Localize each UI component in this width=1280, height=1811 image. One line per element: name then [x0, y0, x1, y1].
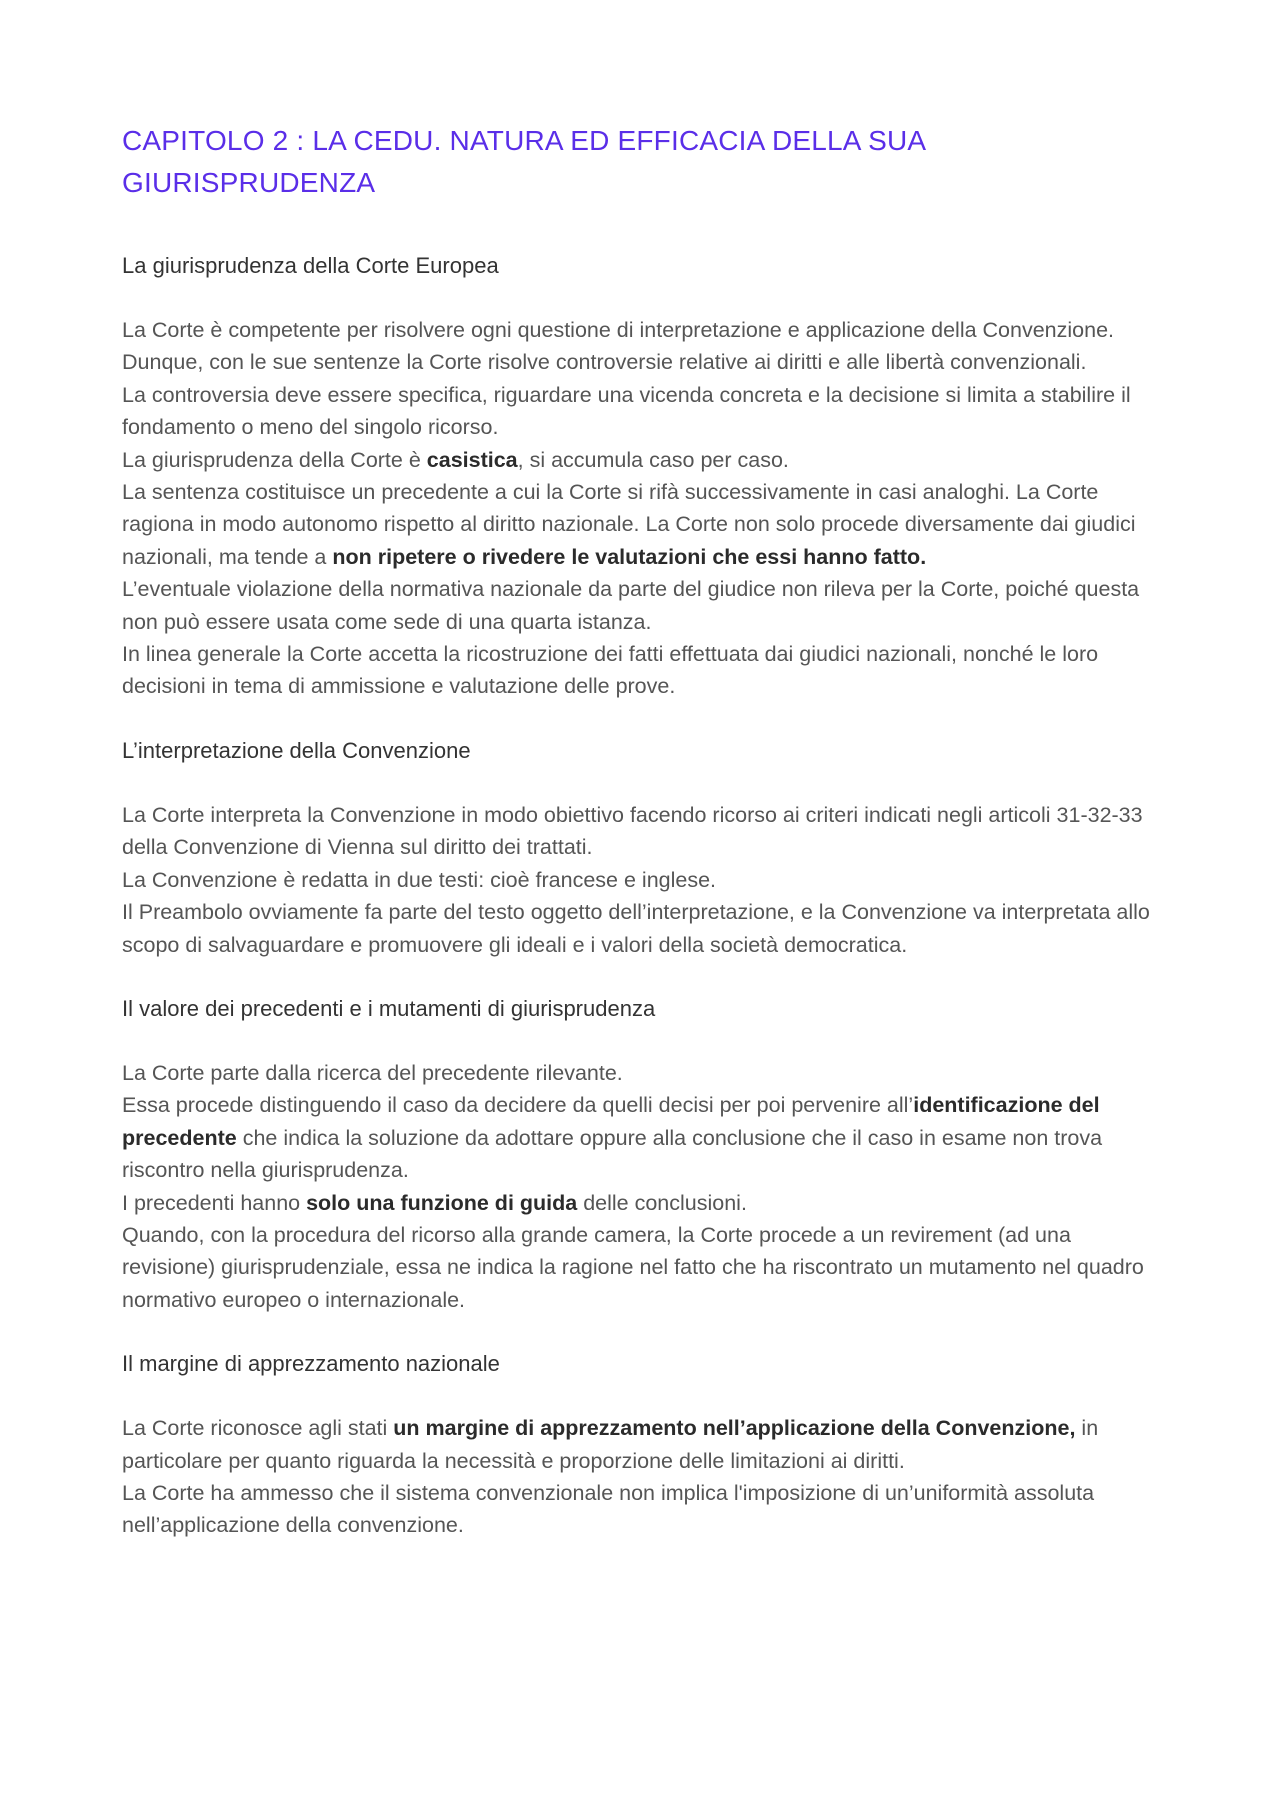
paragraph: Quando, con la procedura del ricorso alla grande camera, la Corte procede a un revirement (ad una revisione) giurisprudenziale, essa ne indica la ragione nel fatto che ha riscontrato un mutamento nel quadro normativo europeo o internazionale.	[122, 1222, 1144, 1312]
bold-term: casistica	[426, 447, 518, 472]
bold-term: identificazione del precedente	[122, 1093, 1100, 1150]
paragraph-text: che indica la soluzione da adottare oppure alla conclusione che il caso in esame non trova riscontro nella giurisprudenza.	[122, 1125, 1103, 1183]
section-title: Il margine di apprezzamento nazionale	[122, 1351, 500, 1377]
paragraph	[122, 476, 1152, 573]
paragraph	[122, 1187, 1152, 1219]
section-body	[122, 314, 1152, 703]
paragraph	[122, 444, 1152, 476]
paragraph-text: I precedenti hanno	[122, 1190, 307, 1215]
paragraph: La Corte è competente per risolvere ogni questione di interpretazione e applicazione della Convenzione. Dunque, con le sue sentenze la Corte risolve controversie relative ai diritti e alle libertà convenzionali.	[122, 318, 1115, 375]
paragraph-text: La Corte riconosce agli stati	[122, 1416, 394, 1441]
chapter-title: CAPITOLO 2 : LA CEDU. NATURA ED EFFICACIA DELLA SUA GIURISPRUDENZA	[122, 125, 925, 198]
paragraph: L’eventuale violazione della normativa nazionale da parte del giudice non rileva per la Corte, poiché questa non può essere usata come sede di una quarta istanza.	[122, 577, 1140, 634]
paragraph: La controversia deve essere specifica, riguardare una vicenda concreta e la decisione si limita a stabilire il fondamento o meno del singolo ricorso.	[122, 382, 1131, 440]
section-title: Il valore dei precedenti e i mutamenti di giurisprudenza	[122, 995, 656, 1021]
paragraph-text: La sentenza costituisce un precedente a cui la Corte si rifà successivamente in casi analoghi. La Corte ragiona in modo autonomo rispetto al diritto nazionale. La Corte non solo procede diversamente dai giudici nazionali, ma tende a	[122, 480, 1136, 569]
paragraph-text: La giurisprudenza della Corte è	[122, 447, 427, 472]
paragraph-text: Essa procede distinguendo il caso da decidere da quelli decisi per poi pervenire all’	[122, 1093, 914, 1118]
paragraph: La Convenzione è redatta in due testi: cioè francese e inglese.	[122, 867, 717, 892]
document-page	[122, 120, 1152, 1574]
section-title: L’interpretazione della Convenzione	[122, 737, 471, 763]
paragraph: La Corte parte dalla ricerca del precedente rilevante.	[122, 1060, 623, 1085]
paragraph: La Corte ha ammesso che il sistema convenzionale non implica l'imposizione di un’uniformità assoluta nell’applicazione della convenzione.	[122, 1480, 1095, 1538]
section-title: La giurisprudenza della Corte Europea	[122, 253, 499, 278]
paragraph-text: delle conclusioni.	[577, 1190, 747, 1215]
bold-term: un margine di apprezzamento nell’applicazione della Convenzione,	[393, 1416, 1076, 1441]
paragraph	[122, 1412, 1152, 1477]
paragraph: In linea generale la Corte accetta la ricostruzione dei fatti effettuata dai giudici nazionali, nonché le loro decisioni in tema di ammissione e valutazione delle prove.	[122, 642, 1099, 699]
paragraph: La Corte interpreta la Convenzione in modo obiettivo facendo ricorso ai criteri indicati negli articoli 31-32-33 della Convenzione di Vienna sul diritto dei trattati.	[122, 802, 1143, 860]
section-body	[122, 1412, 1152, 1542]
paragraph	[122, 1089, 1152, 1186]
paragraph: Il Preambolo ovviamente fa parte del testo oggetto dell’interpretazione, e la Convenzione va interpretata allo scopo di salvaguardare e promuovere gli ideali e i valori della società democratica.	[122, 900, 1150, 957]
section-body	[122, 799, 1152, 961]
paragraph-text: , si accumula caso per caso.	[517, 447, 789, 472]
section-body	[122, 1057, 1152, 1316]
bold-term: non ripetere o rivedere le valutazioni che essi hanno fatto.	[332, 544, 927, 569]
paragraph-text: in particolare per quanto riguarda la necessità e proporzione delle limitazioni ai diritti.	[122, 1416, 1099, 1473]
bold-term: solo una funzione di guida	[306, 1190, 578, 1215]
